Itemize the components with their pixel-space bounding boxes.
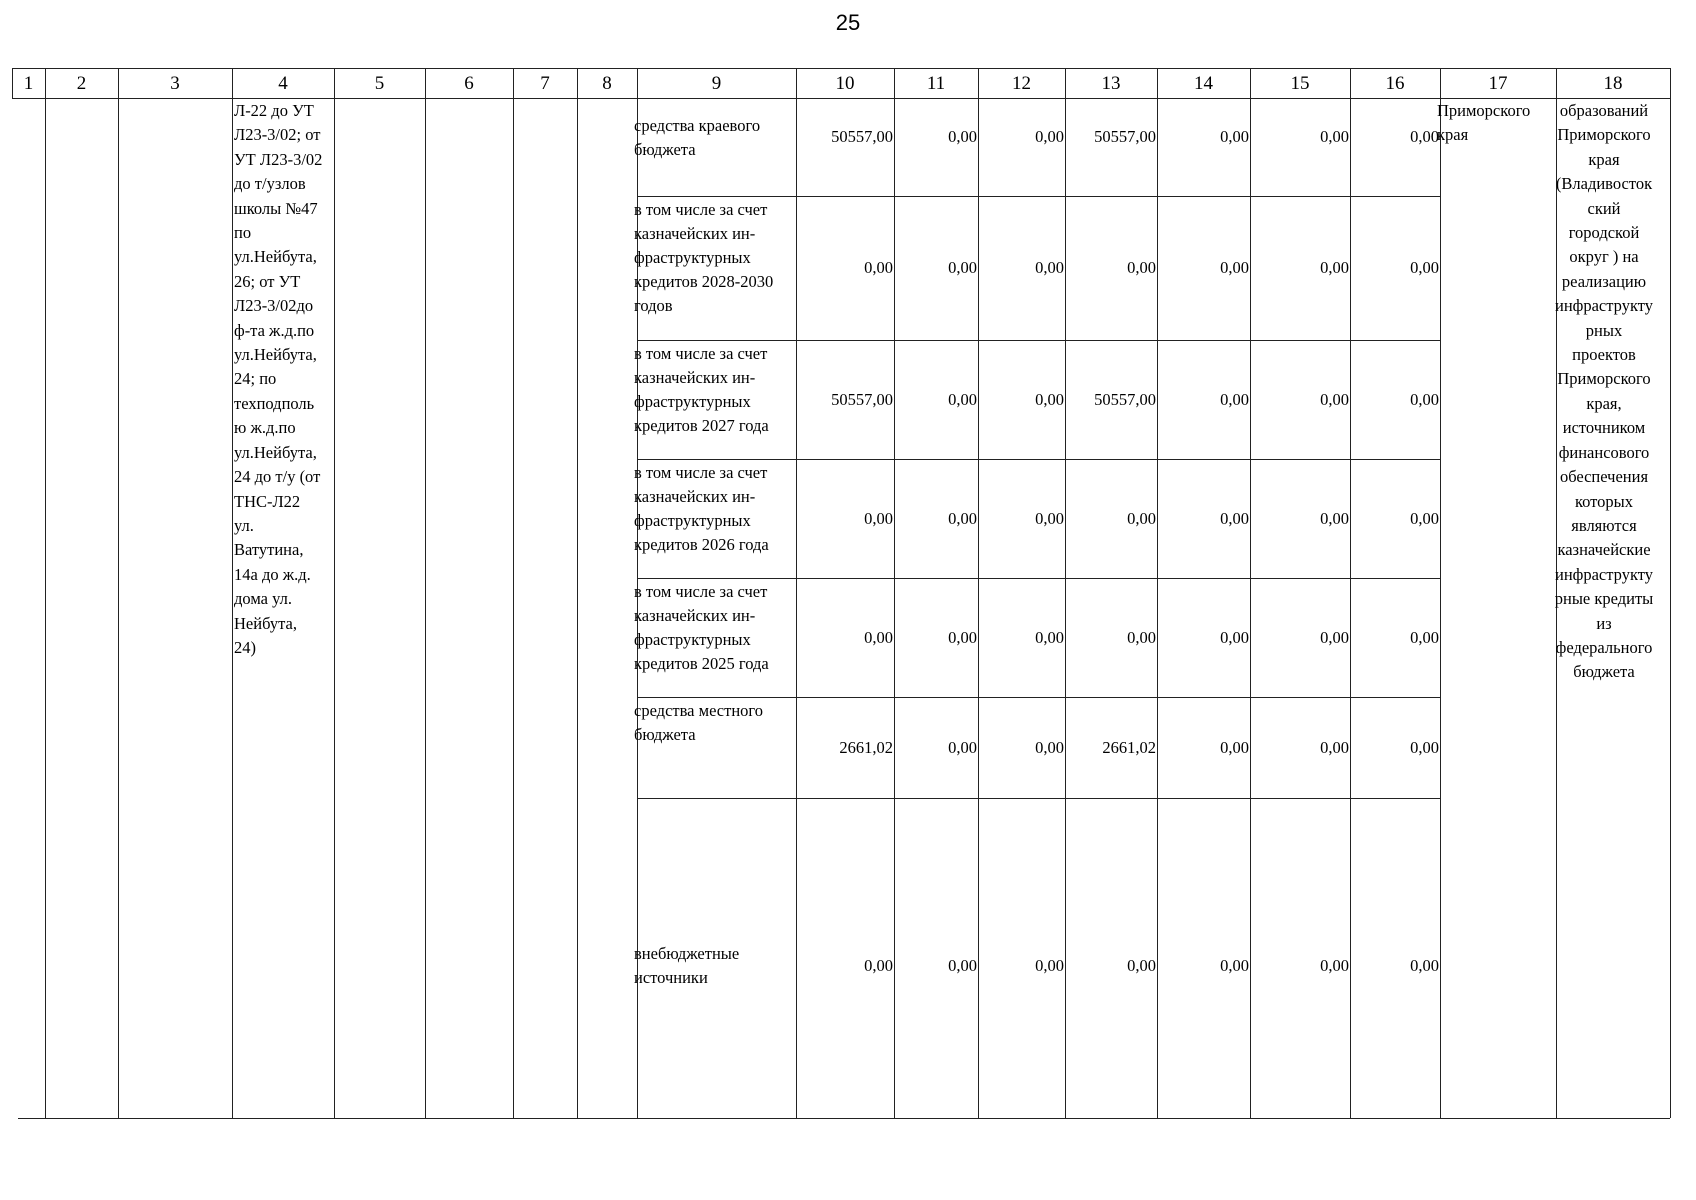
amount-value: 0,00 <box>1410 258 1439 277</box>
amount-value: 0,00 <box>1410 509 1439 528</box>
funding-source-line: фраструктурных <box>634 248 751 267</box>
funding-source-line: фраструктурных <box>634 392 751 411</box>
amount-value: 0,00 <box>948 390 977 409</box>
amount-value: 0,00 <box>864 956 893 975</box>
amount-value: 0,00 <box>948 628 977 647</box>
amount-value: 0,00 <box>948 956 977 975</box>
column-header: 14 <box>1194 73 1213 94</box>
column-header: 18 <box>1603 73 1623 94</box>
table-bottom-border <box>18 1118 1670 1119</box>
funding-source-line: кредитов 2025 года <box>634 654 769 673</box>
amount-value: 0,00 <box>1035 127 1064 146</box>
amount-value: 0,00 <box>1220 390 1249 409</box>
amount-value: 0,00 <box>1320 258 1349 277</box>
funding-source-line: бюджета <box>634 725 696 744</box>
amount-value: 0,00 <box>1220 127 1249 146</box>
funding-source-line: казначейских ин- <box>634 606 756 625</box>
amount-value: 50557,00 <box>1094 390 1156 409</box>
column-header: 17 <box>1488 73 1508 94</box>
column-border <box>118 68 119 1118</box>
column-header: 12 <box>1012 73 1031 94</box>
amount-value: 0,00 <box>1220 956 1249 975</box>
funding-source-line: казначейских ин- <box>634 224 756 243</box>
row-divider <box>637 697 1440 698</box>
column-header: 13 <box>1101 73 1121 94</box>
column-border <box>577 68 578 1118</box>
amount-value: 0,00 <box>1410 127 1439 146</box>
amount-value: 50557,00 <box>1094 127 1156 146</box>
column-border <box>796 68 797 1118</box>
amount-value: 0,00 <box>864 628 893 647</box>
funding-source-line: кредитов 2027 года <box>634 416 769 435</box>
row-divider <box>637 578 1440 579</box>
amount-value: 0,00 <box>1320 738 1349 757</box>
column-header: 2 <box>76 73 87 94</box>
column-border <box>232 68 233 1118</box>
funding-source-line: средства краевого <box>634 116 761 135</box>
amount-value: 0,00 <box>1320 956 1349 975</box>
amount-value: 0,00 <box>1320 628 1349 647</box>
amount-value: 0,00 <box>1320 509 1349 528</box>
column-header: 3 <box>170 73 180 94</box>
object-description-cell: Л-22 до УТ Л23-3/02; от УТ Л23-3/02 до т/узлов школы №47 по ул.Нейбута, 26; от УТ Л23-3/02до ф-та ж.д.по ул.Нейбута, 24; по техподполь ю ж.д.по ул.Нейбута, 24 до т/у (от ТНС-Л22 ул. Ватутина, 14а до ж.д. дома ул. Нейбута, 24) <box>234 101 323 657</box>
amount-value: 0,00 <box>1035 509 1064 528</box>
column-header: 6 <box>464 73 474 94</box>
amount-value: 0,00 <box>1410 738 1439 757</box>
amount-value: 0,00 <box>1035 956 1064 975</box>
page-number: 25 <box>835 10 861 35</box>
column-header: 15 <box>1290 73 1310 94</box>
program-note-cell: образований Приморского края (Владивосток ский городской округ ) на реализацию инфраструкту рных проектов Приморского края, источником финансового обеспечения которых являются казначейские инфраструкту рные кредиты из федерального бюджета <box>1554 101 1654 682</box>
column-border <box>1440 68 1441 1118</box>
column-border <box>513 68 514 1118</box>
amount-value: 0,00 <box>1410 390 1439 409</box>
amount-value: 2661,02 <box>839 738 893 757</box>
funding-source-line: годов <box>634 296 673 315</box>
funding-source-label <box>634 114 794 162</box>
funding-source-line: источники <box>634 968 708 987</box>
amount-value: 0,00 <box>1220 258 1249 277</box>
column-border <box>45 68 46 1118</box>
region-cell: Приморского края <box>1437 101 1531 145</box>
amount-value: 0,00 <box>1127 258 1156 277</box>
funding-source-line: фраструктурных <box>634 630 751 649</box>
column-border <box>1250 68 1251 1118</box>
funding-source-label <box>634 198 794 318</box>
funding-source-line: казначейских ин- <box>634 368 756 387</box>
funding-source-line: кредитов 2026 года <box>634 535 769 554</box>
amount-value: 0,00 <box>1320 127 1349 146</box>
row-divider <box>637 196 1440 197</box>
column-header: 9 <box>711 73 722 94</box>
amount-value: 0,00 <box>1035 258 1064 277</box>
funding-source-label <box>634 942 794 990</box>
column-header: 16 <box>1385 73 1405 94</box>
column-border <box>425 68 426 1118</box>
funding-source-line: кредитов 2028-2030 <box>634 272 774 291</box>
funding-source-line: в том числе за счет <box>634 344 768 363</box>
row-divider <box>637 459 1440 460</box>
funding-source-label <box>634 342 794 438</box>
amount-value: 2661,02 <box>1102 738 1156 757</box>
amount-value: 0,00 <box>1035 390 1064 409</box>
amount-value: 0,00 <box>948 738 977 757</box>
funding-source-line: в том числе за счет <box>634 200 768 219</box>
funding-source-line: в том числе за счет <box>634 582 768 601</box>
amount-value: 0,00 <box>1220 509 1249 528</box>
funding-source-line: бюджета <box>634 140 696 159</box>
amount-value: 0,00 <box>1127 956 1156 975</box>
column-header: 4 <box>278 73 288 94</box>
amount-value: 0,00 <box>1410 956 1439 975</box>
amount-value: 0,00 <box>948 509 977 528</box>
amount-value: 50557,00 <box>831 390 893 409</box>
amount-value: 0,00 <box>948 127 977 146</box>
amount-value: 50557,00 <box>831 127 893 146</box>
funding-source-line: фраструктурных <box>634 511 751 530</box>
amount-value: 0,00 <box>1035 738 1064 757</box>
funding-source-line: внебюджетные <box>634 944 740 963</box>
funding-source-label <box>634 699 794 747</box>
column-header: 8 <box>602 73 612 94</box>
column-header: 10 <box>835 73 855 94</box>
column-border <box>334 68 335 1118</box>
amount-value: 0,00 <box>1127 509 1156 528</box>
amount-value: 0,00 <box>1320 390 1349 409</box>
funding-source-label <box>634 461 794 557</box>
column-border <box>1670 68 1671 1118</box>
column-header: 7 <box>540 73 550 94</box>
row-divider <box>637 340 1440 341</box>
amount-value: 0,00 <box>1035 628 1064 647</box>
funding-source-line: казначейских ин- <box>634 487 756 506</box>
amount-value: 0,00 <box>1127 628 1156 647</box>
amount-value: 0,00 <box>864 509 893 528</box>
amount-value: 0,00 <box>864 258 893 277</box>
amount-value: 0,00 <box>1220 628 1249 647</box>
amount-value: 0,00 <box>948 258 977 277</box>
column-header: 5 <box>374 73 385 94</box>
funding-source-line: средства местного <box>634 701 764 720</box>
funding-source-label <box>634 580 794 676</box>
row-divider <box>637 798 1440 799</box>
column-header: 11 <box>926 73 946 94</box>
table-top-border <box>12 68 1670 69</box>
funding-source-line: в том числе за счет <box>634 463 768 482</box>
column-header: 1 <box>23 73 34 94</box>
amount-value: 0,00 <box>1220 738 1249 757</box>
amount-value: 0,00 <box>1410 628 1439 647</box>
